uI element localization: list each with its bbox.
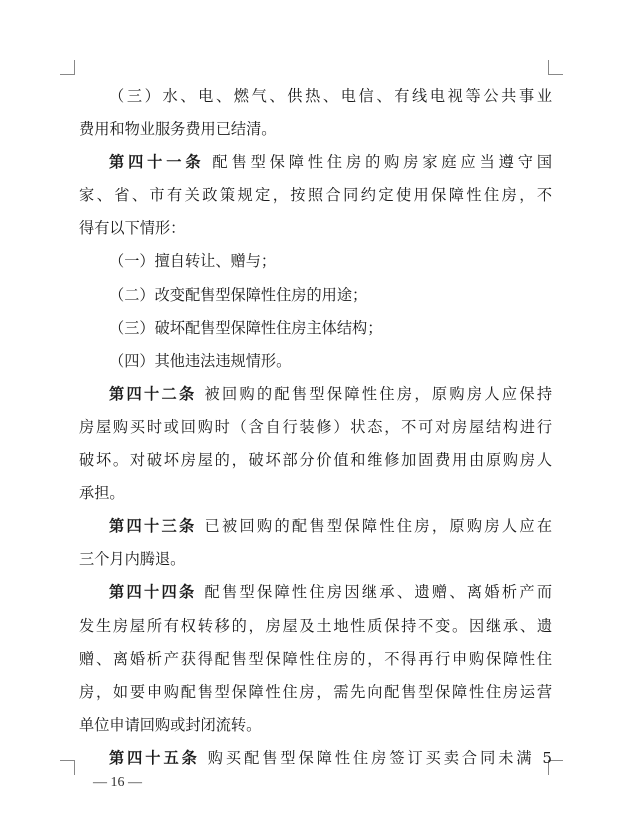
line-text: （一）擅自转让、赠与； bbox=[109, 252, 277, 271]
article-heading: 第四十二条 bbox=[109, 384, 197, 403]
line-text: 配售型保障性住房的购房家庭应当遵守国 bbox=[212, 153, 553, 172]
crop-mark-top-left bbox=[60, 60, 75, 75]
article-heading: 第四十四条 bbox=[109, 583, 197, 602]
text-line bbox=[79, 345, 552, 378]
line-text: 已被回购的配售型保障性住房，原购房人应在 bbox=[204, 517, 553, 536]
line-text: （三）破坏配售型保障性住房主体结构； bbox=[109, 318, 383, 337]
line-text: 房，如要申购配售型保障性住房，需先向配售型保障性住房运营 bbox=[79, 682, 552, 701]
text-line bbox=[79, 279, 552, 312]
line-text: 配售型保障性住房因继承、遗赠、离婚析产而 bbox=[204, 583, 553, 602]
text-line bbox=[79, 179, 552, 212]
article-heading: 第四十五条 bbox=[109, 748, 200, 767]
text-line bbox=[79, 477, 552, 510]
text-line bbox=[79, 610, 552, 643]
text-line bbox=[79, 245, 552, 278]
line-text: 房屋购买时或回购时（含自行装修）状态，不可对房屋结构进行 bbox=[79, 417, 552, 436]
text-line bbox=[79, 312, 552, 345]
line-text: 得有以下情形： bbox=[79, 219, 186, 238]
line-text: 费用和物业服务费用已结清。 bbox=[79, 120, 277, 139]
text-line bbox=[79, 643, 552, 676]
line-text: 家、省、市有关政策规定，按照合同约定使用保障性住房，不 bbox=[79, 186, 552, 205]
line-text: 单位申请回购或封闭流转。 bbox=[79, 715, 262, 734]
crop-mark-bottom-left bbox=[60, 760, 75, 775]
text-line bbox=[79, 411, 552, 444]
text-line bbox=[79, 80, 552, 113]
text-line bbox=[79, 113, 552, 146]
line-text: 三个月内腾退。 bbox=[79, 550, 186, 569]
text-line bbox=[79, 676, 552, 709]
line-text: 赠、离婚析产获得配售型保障性住房的，不得再行申购保障性住 bbox=[79, 649, 552, 668]
text-line bbox=[79, 709, 552, 742]
text-line bbox=[79, 510, 552, 543]
text-line bbox=[79, 576, 552, 609]
line-text: （二）改变配售型保障性住房的用途； bbox=[109, 285, 368, 304]
text-line bbox=[79, 742, 552, 775]
text-line bbox=[79, 212, 552, 245]
line-text: 发生房屋所有权转移的，房屋及土地性质保持不变。因继承、遗 bbox=[79, 616, 552, 635]
text-line bbox=[79, 444, 552, 477]
line-text: 被回购的配售型保障性住房，原购房人应保持 bbox=[204, 384, 553, 403]
article-heading: 第四十三条 bbox=[109, 517, 197, 536]
document-body bbox=[79, 80, 552, 775]
crop-mark-top-right bbox=[548, 60, 563, 75]
line-text: （四）其他违法违规情形。 bbox=[109, 351, 292, 370]
text-line bbox=[79, 543, 552, 576]
text-line bbox=[79, 378, 552, 411]
line-text: 承担。 bbox=[79, 484, 125, 503]
article-heading: 第四十一条 bbox=[109, 153, 205, 172]
page-number: — 16 — bbox=[93, 775, 142, 790]
line-text: （三）水、电、燃气、供热、电信、有线电视等公共事业 bbox=[109, 87, 552, 105]
line-text: 购买配售型保障性住房签订买卖合同未满 5 bbox=[207, 748, 553, 767]
line-text: 破坏。对破坏房屋的，破坏部分价值和维修加固费用由原购房人 bbox=[79, 451, 552, 470]
text-line bbox=[79, 146, 552, 179]
